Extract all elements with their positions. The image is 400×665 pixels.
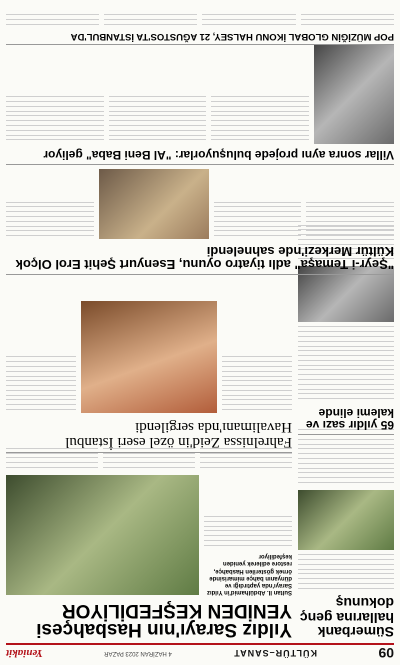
villar-story	[6, 44, 394, 165]
issue-date: 4 HAZİRAN 2023 PAZAR	[104, 650, 172, 656]
halsey-headline: POP MÜZİĞİN GLOBAL İKONU HALSEY, 21 AĞUSTOS'TA İSTANBUL'DA	[70, 31, 394, 42]
newspaper-logo: Yeniakit	[6, 647, 43, 659]
yildiz-headline: Yıldız Sarayı'nın Hasbahçesi YENİDEN KEŞFEDİLİYOR	[36, 599, 292, 640]
villar-headline: Villar sonra aynı projede buluşuyorlar: "Al Beni Baba" geliyor	[43, 148, 394, 162]
zeid-headline: Fahrelnissa Zeid'in özel eseri İstanbul Havalimanı'nda sergilendi	[65, 418, 292, 450]
sumerbank-headline: Sümerbank hallarına genç dokunuş	[299, 595, 394, 640]
masthead	[6, 643, 394, 661]
sumerbank-photo	[298, 490, 394, 550]
seyr-photo	[99, 170, 209, 240]
yildiz-story	[6, 447, 292, 639]
zeid-photo	[81, 301, 217, 413]
page-number: 09	[378, 645, 394, 661]
sumerbank-story	[298, 429, 394, 639]
sixtyfive-headline: 65 yıldır sazı ve kalemi elinde	[305, 405, 394, 432]
seyr-story	[6, 170, 394, 276]
halsey-banner	[6, 14, 394, 45]
seyr-headline: "Şeyr-i Temaşa" adlı tiyatro oyunu, Esenyurt Şehit Erol Olçok Kültür Merkezi'nde sahnelendi	[15, 243, 394, 272]
yildiz-kicker: Sultan II. Abdülhamid'in Yıldız Sarayı'nda yaptırdığı ve dünyanın bahçe mimarisinde örnek gösterilen Hasbahçe, restore edilerek yeniden keşfediliyor	[206, 553, 292, 596]
zeid-story	[6, 301, 292, 453]
yildiz-photo	[6, 475, 199, 595]
section-title: KÜLTÜR–SANAT	[233, 648, 317, 658]
villar-photo	[314, 44, 394, 144]
